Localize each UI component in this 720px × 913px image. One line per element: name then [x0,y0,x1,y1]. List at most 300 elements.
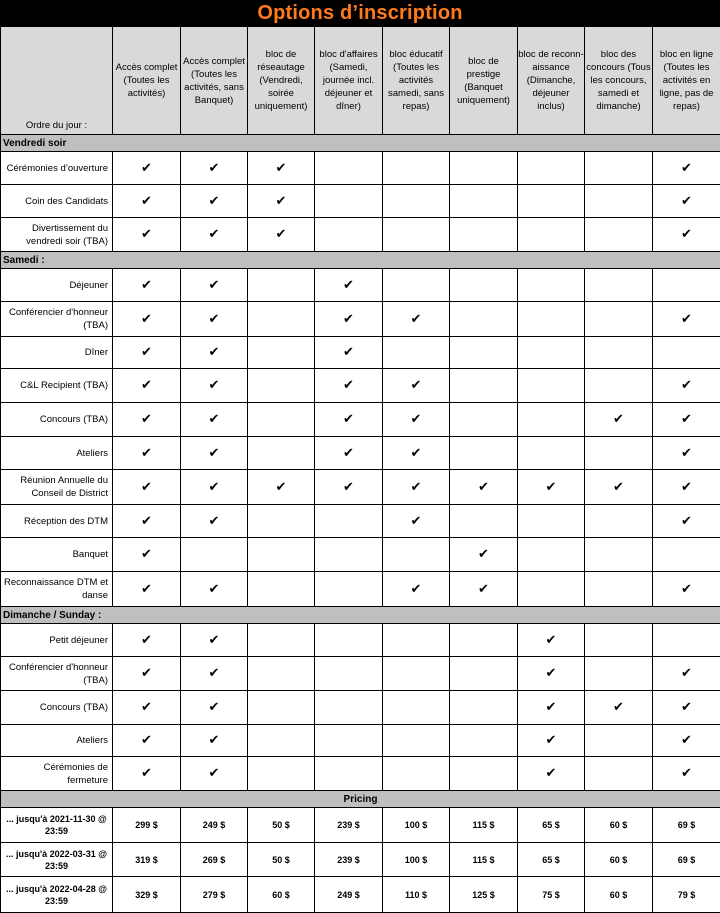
check-cell [248,152,315,185]
price-cell: 115 $ [450,843,518,877]
check-cell [585,725,653,757]
checkmark-icon: ✔ [208,345,220,360]
agenda-row [1,538,720,572]
checkmark-icon: ✔ [410,412,422,427]
check-cell [181,505,248,538]
price-cell: 269 $ [181,843,248,877]
price-cell: 60 $ [585,877,653,913]
checkmark-icon: ✔ [275,479,287,495]
checkmark-icon: ✔ [545,666,557,681]
check-cell [181,269,248,302]
agenda-item-label: Reconnaissance DTM et danse [1,572,113,607]
check-cell [181,403,248,437]
check-cell [450,624,518,657]
checkmark-icon: ✔ [208,227,220,242]
pricing-row [1,843,720,877]
column-header: Accès complet (Toutes les activités, sans Banquet) [181,27,248,135]
check-cell [653,185,720,218]
check-cell [248,369,315,403]
checkmark-icon: ✔ [275,227,287,242]
price-cell: 50 $ [248,843,315,877]
check-cell [585,218,653,252]
checkmark-icon: ✔ [343,277,354,293]
checkmark-icon: ✔ [208,378,220,393]
check-cell [450,185,518,218]
checkmark-icon: ✔ [478,479,489,495]
check-cell [315,538,383,572]
price-cell: 115 $ [450,808,518,843]
check-cell [315,470,383,505]
checkmark-icon: ✔ [545,632,557,648]
agenda-row [1,691,720,725]
check-cell [585,152,653,185]
check-cell [383,657,450,691]
checkmark-icon: ✔ [343,378,354,393]
check-cell [585,572,653,607]
check-cell [518,572,585,607]
check-cell [181,657,248,691]
check-cell [181,218,248,252]
check-cell [518,437,585,470]
check-cell [518,691,585,725]
check-cell [113,437,181,470]
check-cell [181,185,248,218]
checkmark-icon: ✔ [410,445,422,461]
checkmark-icon: ✔ [141,193,152,209]
price-cell: 69 $ [653,843,720,877]
price-cell: 60 $ [585,808,653,843]
checkmark-icon: ✔ [681,479,692,495]
check-cell [585,757,653,791]
pricing-deadline-label: ... jusqu'à 2022-04-28 @ 23:59 [1,877,113,913]
checkmark-icon: ✔ [208,632,220,648]
column-header: Accès complet (Toutes les activités) [113,27,181,135]
check-cell [113,572,181,607]
check-cell [248,302,315,337]
check-cell [315,185,383,218]
checkmark-icon: ✔ [208,733,220,748]
agenda-item-label: Réception des DTM [1,505,113,538]
check-cell [518,624,585,657]
agenda-item-label: Concours (TBA) [1,403,113,437]
check-cell [383,470,450,505]
check-cell [113,624,181,657]
checkmark-icon: ✔ [208,479,220,495]
price-cell: 279 $ [181,877,248,913]
check-cell [450,152,518,185]
checkmark-icon: ✔ [681,666,692,681]
check-cell [113,470,181,505]
check-cell [450,218,518,252]
check-cell [518,302,585,337]
check-cell [248,218,315,252]
column-header: bloc en ligne (Toutes les activités en ligne, pas de repas) [653,27,720,135]
checkmark-icon: ✔ [613,479,624,495]
check-cell [181,437,248,470]
checkmark-icon: ✔ [141,513,152,529]
checkmark-icon: ✔ [613,700,624,715]
check-cell [113,269,181,302]
checkmark-icon: ✔ [208,311,220,327]
check-cell [518,757,585,791]
check-cell [518,657,585,691]
checkmark-icon: ✔ [208,666,220,681]
check-cell [585,691,653,725]
check-cell [248,185,315,218]
checkmark-icon: ✔ [343,479,354,495]
check-cell [450,657,518,691]
section-header-row [1,135,720,152]
agenda-row [1,470,720,505]
checkmark-icon: ✔ [208,193,220,209]
check-cell [653,470,720,505]
check-cell [653,657,720,691]
column-header: bloc d'affaires (Samedi, journée incl. déjeuner et dîner) [315,27,383,135]
checkmark-icon: ✔ [141,700,152,715]
check-cell [585,538,653,572]
check-cell [248,269,315,302]
agenda-item-label: Coin des Candidats [1,185,113,218]
title-bar [0,0,720,26]
check-cell [315,572,383,607]
check-cell [653,725,720,757]
check-cell [248,725,315,757]
check-cell [450,470,518,505]
check-cell [181,337,248,369]
check-cell [113,403,181,437]
agenda-row [1,337,720,369]
table-body [1,135,720,913]
pricing-row [1,877,720,913]
check-cell [450,505,518,538]
checkmark-icon: ✔ [208,581,220,597]
price-cell: 50 $ [248,808,315,843]
checkmark-icon: ✔ [208,766,220,781]
check-cell [450,269,518,302]
check-cell [450,369,518,403]
checkmark-icon: ✔ [681,160,692,176]
check-cell [518,725,585,757]
agenda-item-label: Déjeuner [1,269,113,302]
checkmark-icon: ✔ [681,700,692,715]
price-cell: 65 $ [518,808,585,843]
price-cell: 69 $ [653,808,720,843]
checkmark-icon: ✔ [681,513,692,529]
price-cell: 239 $ [315,843,383,877]
checkmark-icon: ✔ [208,700,220,715]
checkmark-icon: ✔ [141,632,152,648]
check-cell [383,624,450,657]
check-cell [450,437,518,470]
check-cell [315,152,383,185]
checkmark-icon: ✔ [208,412,220,427]
check-cell [585,369,653,403]
check-cell [181,725,248,757]
checkmark-icon: ✔ [681,227,692,242]
checkmark-icon: ✔ [141,412,152,427]
check-cell [585,657,653,691]
pricing-deadline-label: ... jusqu'à 2021-11-30 @ 23:59 [1,808,113,843]
check-cell [518,337,585,369]
check-cell [653,152,720,185]
check-cell [248,403,315,437]
registration-options-table [0,26,720,913]
check-cell [585,505,653,538]
check-cell [518,185,585,218]
check-cell [450,757,518,791]
price-cell: 239 $ [315,808,383,843]
check-cell [113,757,181,791]
check-cell [450,725,518,757]
check-cell [450,538,518,572]
check-cell [181,302,248,337]
check-cell [113,369,181,403]
check-cell [585,403,653,437]
checkmark-icon: ✔ [545,733,557,748]
checkmark-icon: ✔ [275,160,287,176]
check-cell [585,302,653,337]
checkmark-icon: ✔ [681,193,692,209]
check-cell [248,337,315,369]
check-cell [181,152,248,185]
check-cell [653,218,720,252]
check-cell [450,337,518,369]
checkmark-icon: ✔ [141,311,152,327]
checkmark-icon: ✔ [681,412,692,427]
check-cell [450,302,518,337]
checkmark-icon: ✔ [478,581,489,597]
section-title: Vendredi soir [1,135,720,152]
price-cell: 329 $ [113,877,181,913]
checkmark-icon: ✔ [208,277,220,293]
price-cell: 249 $ [181,808,248,843]
check-cell [585,470,653,505]
checkmark-icon: ✔ [681,378,692,393]
check-cell [585,185,653,218]
check-cell [653,757,720,791]
check-cell [383,185,450,218]
checkmark-icon: ✔ [275,193,287,209]
checkmark-icon: ✔ [141,445,152,461]
check-cell [113,691,181,725]
agenda-item-label: Ateliers [1,725,113,757]
section-header-row [1,791,720,808]
column-header: bloc de reconn-aissance (Dimanche, déjeuner inclus) [518,27,585,135]
check-cell [181,538,248,572]
check-cell [450,691,518,725]
check-cell [113,725,181,757]
agenda-item-label: Dîner [1,337,113,369]
check-cell [113,218,181,252]
checkmark-icon: ✔ [141,581,152,597]
check-cell [315,218,383,252]
checkmark-icon: ✔ [141,277,152,293]
agenda-item-label: Réunion Annuelle du Conseil de District [1,470,113,505]
check-cell [518,269,585,302]
checkmark-icon: ✔ [208,513,220,529]
section-header-row [1,252,720,269]
pricing-row [1,808,720,843]
agenda-item-label: Petit déjeuner [1,624,113,657]
agenda-item-label: Divertissement du vendredi soir (TBA) [1,218,113,252]
check-cell [383,725,450,757]
price-cell: 249 $ [315,877,383,913]
checkmark-icon: ✔ [343,311,354,327]
price-cell: 60 $ [248,877,315,913]
price-cell: 100 $ [383,843,450,877]
price-cell: 299 $ [113,808,181,843]
check-cell [315,691,383,725]
check-cell [248,538,315,572]
check-cell [315,757,383,791]
checkmark-icon: ✔ [141,547,152,562]
checkmark-icon: ✔ [141,160,152,176]
check-cell [315,302,383,337]
section-title: Samedi : [1,252,720,269]
checkmark-icon: ✔ [208,445,220,461]
checkmark-icon: ✔ [141,766,152,781]
check-cell [383,302,450,337]
checkmark-icon: ✔ [141,378,152,393]
agenda-item-label: Banquet [1,538,113,572]
agenda-item-label: Cérémonies de fermeture [1,757,113,791]
check-cell [383,572,450,607]
check-cell [653,369,720,403]
checkmark-icon: ✔ [681,581,692,597]
check-cell [383,403,450,437]
check-cell [518,152,585,185]
check-cell [248,691,315,725]
check-cell [315,624,383,657]
check-cell [383,152,450,185]
check-cell [450,572,518,607]
check-cell [181,757,248,791]
checkmark-icon: ✔ [410,479,422,495]
agenda-row [1,657,720,691]
check-cell [383,757,450,791]
check-cell [383,218,450,252]
check-cell [653,403,720,437]
check-cell [315,437,383,470]
check-cell [653,691,720,725]
price-cell: 125 $ [450,877,518,913]
check-cell [518,369,585,403]
checkmark-icon: ✔ [141,666,152,681]
check-cell [383,269,450,302]
check-cell [518,218,585,252]
check-cell [653,302,720,337]
check-cell [315,403,383,437]
checkmark-icon: ✔ [343,345,354,360]
price-cell: 65 $ [518,843,585,877]
price-cell: 75 $ [518,877,585,913]
checkmark-icon: ✔ [343,445,354,461]
pricing-deadline-label: ... jusqu'à 2022-03-31 @ 23:59 [1,843,113,877]
agenda-row [1,757,720,791]
agenda-row [1,152,720,185]
column-header: bloc de prestige (Banquet uniquement) [450,27,518,135]
checkmark-icon: ✔ [681,311,692,327]
price-cell: 319 $ [113,843,181,877]
checkmark-icon: ✔ [141,479,152,495]
check-cell [248,470,315,505]
header-row [1,27,720,135]
price-cell: 60 $ [585,843,653,877]
section-header-row [1,607,720,624]
agenda-row [1,505,720,538]
agenda-row [1,437,720,470]
check-cell [383,437,450,470]
check-cell [653,505,720,538]
checkmark-icon: ✔ [410,311,422,327]
check-cell [315,657,383,691]
agenda-item-label: Cérémonies d’ouverture [1,152,113,185]
check-cell [518,470,585,505]
check-cell [248,505,315,538]
check-cell [585,337,653,369]
check-cell [113,657,181,691]
checkmark-icon: ✔ [141,345,152,360]
check-cell [315,725,383,757]
check-cell [113,185,181,218]
check-cell [653,269,720,302]
check-cell [383,369,450,403]
agenda-item-label: Conférencier d'honneur (TBA) [1,657,113,691]
check-cell [248,437,315,470]
checkmark-icon: ✔ [681,766,692,781]
agenda-row [1,218,720,252]
check-cell [518,538,585,572]
check-cell [585,624,653,657]
agenda-item-label: Concours (TBA) [1,691,113,725]
check-cell [248,624,315,657]
check-cell [383,691,450,725]
checkmark-icon: ✔ [343,412,354,427]
agenda-row [1,572,720,607]
checkmark-icon: ✔ [410,581,422,597]
check-cell [315,269,383,302]
check-cell [315,369,383,403]
checkmark-icon: ✔ [545,766,557,781]
column-header: bloc de réseautage (Vendredi, soirée uniquement) [248,27,315,135]
check-cell [248,757,315,791]
check-cell [113,505,181,538]
agenda-item-label: Conférencier d'honneur (TBA) [1,302,113,337]
check-cell [653,437,720,470]
agenda-row [1,403,720,437]
check-cell [518,505,585,538]
check-cell [450,403,518,437]
check-cell [383,337,450,369]
checkmark-icon: ✔ [141,227,152,242]
price-cell: 100 $ [383,808,450,843]
section-title: Dimanche / Sunday : [1,607,720,624]
check-cell [383,505,450,538]
check-cell [383,538,450,572]
checkmark-icon: ✔ [613,412,624,427]
check-cell [653,337,720,369]
check-cell [653,538,720,572]
check-cell [113,538,181,572]
check-cell [248,572,315,607]
check-cell [181,572,248,607]
check-cell [518,403,585,437]
check-cell [653,572,720,607]
page-title: Options d’inscription [257,1,463,24]
check-cell [181,369,248,403]
checkmark-icon: ✔ [208,160,220,176]
agenda-item-label: Ateliers [1,437,113,470]
